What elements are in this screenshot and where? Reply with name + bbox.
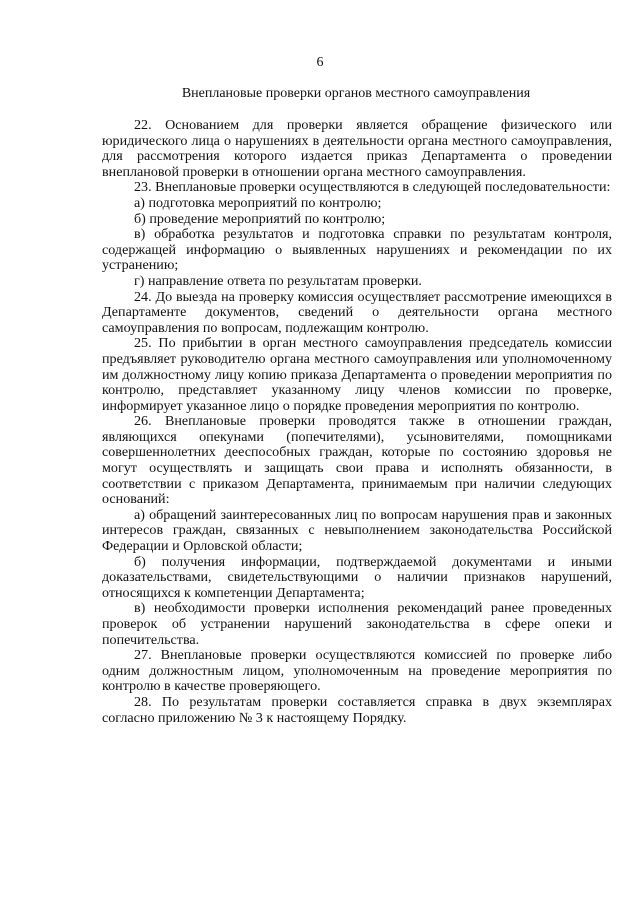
paragraph-22: 22. Основанием для проверки является обращение физического или юридического лица о нарушениях в деятельности органа местного самоуправления, для рассмотрения которого издается приказ Департамента о проведении внеплановой проверки в отношении органа местного самоуправления. bbox=[102, 117, 612, 180]
paragraph-26-item-b: б) получения информации, подтверждаемой документами и иными доказательствами, свидетельствующими о наличии признаков нарушений, относящихся к компетенции Департамента; bbox=[102, 553, 612, 601]
paragraph-23-item-b: б) проведение мероприятий по контролю; bbox=[134, 210, 386, 227]
paragraph-23: 23. Внеплановые проверки осуществляются в следующей последовательности: bbox=[134, 179, 611, 196]
paragraph-28: 28. По результатам проверки составляется справка в двух экземплярах согласно приложению № 3 к настоящему Порядку. bbox=[102, 693, 612, 726]
section-title: Внеплановые проверки органов местного самоуправления bbox=[181, 86, 531, 101]
paragraph-23-item-v: в) обработка результатов и подготовка справки по результатам контроля, содержащей информацию о выявленных нарушениях и рекомендации по их устранению; bbox=[102, 226, 612, 274]
paragraph-26-item-a: а) обращений заинтересованных лиц по вопросам нарушения прав и законных интересов граждан, связанных с невыполнением законодательства Российской Федерации и Орловской области; bbox=[102, 506, 612, 555]
paragraph-23-item-a: а) подготовка мероприятий по контролю; bbox=[134, 194, 382, 211]
paragraph-23-item-g: г) направление ответа по результатам проверки. bbox=[134, 272, 422, 289]
paragraph-25: 25. По прибытии в орган местного самоуправления председатель комиссии предъявляет руководителю органа местного самоуправления или уполномоченному им должностному лицу копию приказа Департамента о проведении мероприятия по контролю, представляет указанному лицу членов комиссии по проверке, информирует указанное лицо о порядке проведения мероприятия по контролю. bbox=[102, 335, 612, 414]
page-number: 6 bbox=[316, 55, 324, 70]
paragraph-26: 26. Внеплановые проверки проводятся также в отношении граждан, являющихся опекунами (попечителями), усыновителями, помощниками совершеннолетних дееспособных граждан, которые по состоянию здоровья не могут осуществлять и защищать свои права и исполнять обязанности, в соответствии с приказом Департамента, принимаемым при наличии следующих оснований: bbox=[102, 413, 612, 508]
document-body bbox=[102, 118, 612, 726]
paragraph-26-item-v: в) необходимости проверки исполнения рекомендаций ранее проведенных проверок об устранении нарушений законодательства в сфере опеки и попечительства. bbox=[102, 600, 612, 648]
paragraph-24: 24. До выезда на проверку комиссия осуществляет рассмотрение имеющихся в Департаменте документов, сведений о деятельности органа местного самоуправления по вопросам, подлежащим контролю. bbox=[102, 288, 612, 336]
paragraph-27: 27. Внеплановые проверки осуществляются комиссией по проверке либо одним должностным лицом, уполномоченным на проведение мероприятия по контролю в качестве проверяющего. bbox=[102, 647, 612, 695]
